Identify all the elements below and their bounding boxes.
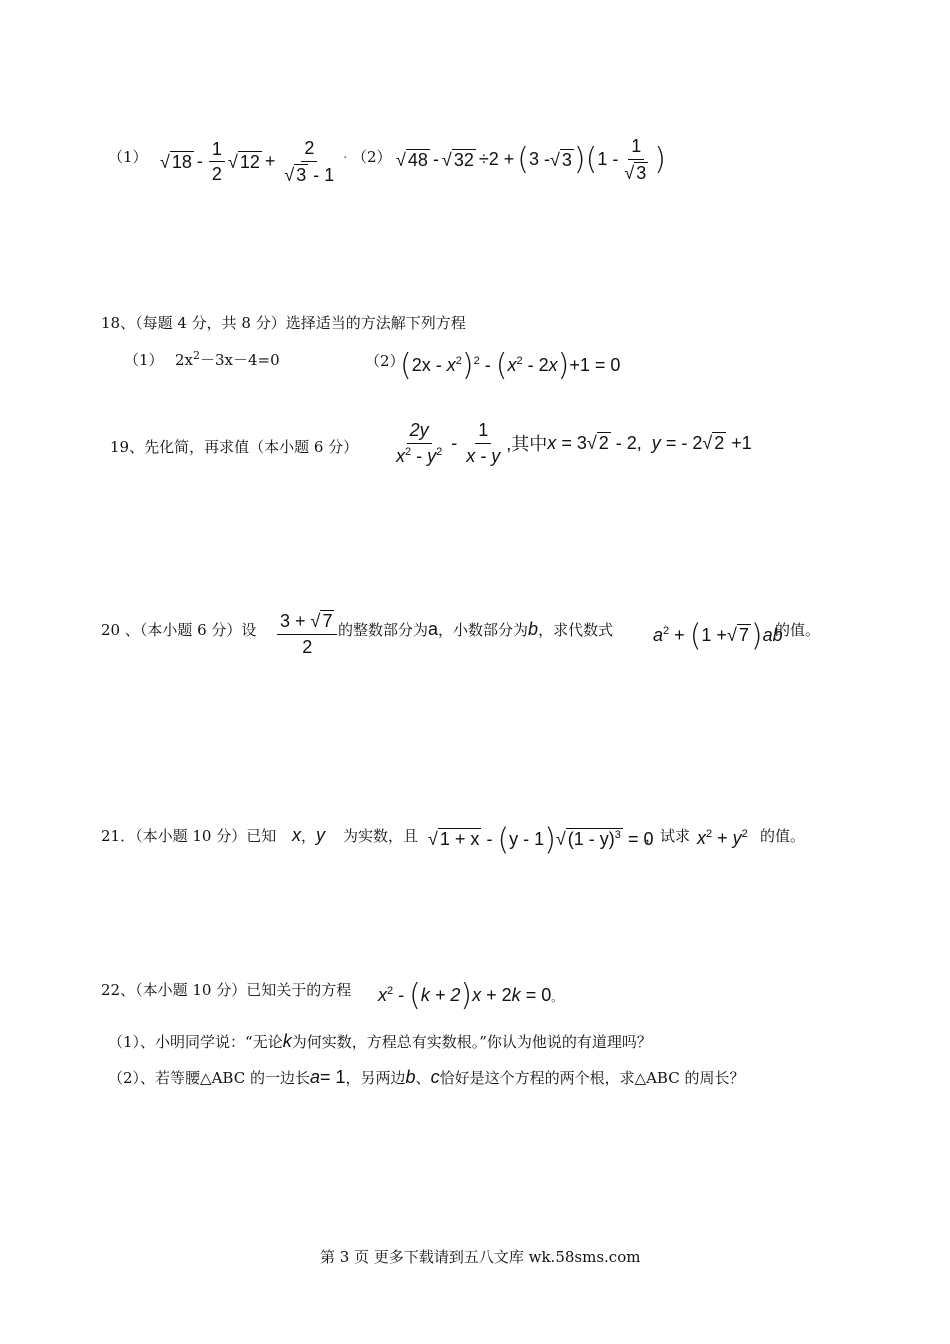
q22-part1: （1）、小明同学说：“无论k为何实数，方程总有实数根。”你认为他说的有道理吗？ xyxy=(108,1031,652,1051)
q20-fraction: $\frac{3 + √ 7}{2}$ xyxy=(274,610,340,657)
q20-body: 的整数部分为a，小数部分为b，求代数式 xyxy=(338,619,614,639)
fraction-2-over-sqrt3-minus-1: $\frac{2}{√ 3 - 1}$ xyxy=(284,138,335,185)
plus-sign: + xyxy=(264,151,276,172)
q20-expression: $a^2 + (1$ +√ 7)ab xyxy=(653,618,783,654)
fraction-2y: $\frac{2y}{x^2 - y^2}$ xyxy=(396,420,443,466)
minus-sign: - xyxy=(196,151,203,172)
q19-title: 19、先化简，再求值（本小题 6 分） xyxy=(110,438,359,456)
q18-part2-equation: $(2x - x^2)^2 - (x^2 - 2x)+1 = 0$ xyxy=(400,348,621,383)
q17-part2-label: （2） xyxy=(352,148,392,166)
sqrt-12: √ 12 xyxy=(227,151,260,172)
q19-expression: $\frac{2y}{x^2 - y^2}$ - $\frac{1}{x - y}$ ,其中 x = 3 √ 2 - 2, y = - 2 √ 2 +1 xyxy=(390,420,752,466)
q22-title: 22、（本小题 10 分）已知关于的方程 xyxy=(101,981,352,999)
q17-part1-expression xyxy=(160,138,340,185)
q21-prefix: 21．（本小题 10 分）已知 xyxy=(101,827,277,845)
q18-part2-label: （2） xyxy=(365,352,405,370)
q17-part1-label: （1） xyxy=(108,148,148,166)
sqrt-18: √ 18 xyxy=(160,151,192,172)
green-dot-mark: · xyxy=(343,150,348,166)
q21-equation: √ 1 + x - (y - 1)√ (1 - y)$^3$ = 0 xyxy=(428,822,654,858)
q21-expression: $x^2 + y^2$ xyxy=(697,828,748,848)
page-footer: 第 3 页 更多下载请到五八文库 wk.58sms.com xyxy=(320,1248,641,1266)
q21-vars: x，y xyxy=(292,825,326,845)
fraction-1-over-x-minus-y: $\frac{1}{x - y}$ xyxy=(466,420,501,466)
q22-part2: （2）、若等腰△ABC 的一边长a= 1，另两边b、c恰好是这个方程的两个根，求△ABC 的周长？ xyxy=(108,1067,745,1087)
fraction-half: $\frac{1}{2}$ xyxy=(209,139,225,185)
q22-equation: $x^2 - (k + 2)x + 2k = 0$。 xyxy=(378,978,563,1013)
q18-part1-equation: $2x^2-3x-4=0$ xyxy=(175,349,280,369)
q20-suffix: 的值。 xyxy=(775,621,821,639)
q21-mid2: ，试求 xyxy=(645,827,691,845)
q18-title: 18、（每题 4 分，共 8 分）选择适当的方法解下列方程 xyxy=(101,314,466,332)
q21-suffix: 的值。 xyxy=(760,827,806,845)
q20-prefix: 20 、（本小题 6 分）设 xyxy=(101,621,257,639)
q17-part2-expression: √ 48 - √ 32 ÷2 + ( 3 - √ 3 ) ( 1 - $\frac{1}{√ 3}$ ) xyxy=(396,136,666,183)
q21-mid: 为实数，且 xyxy=(343,827,419,845)
q18-part1-label: （1） xyxy=(124,351,164,369)
